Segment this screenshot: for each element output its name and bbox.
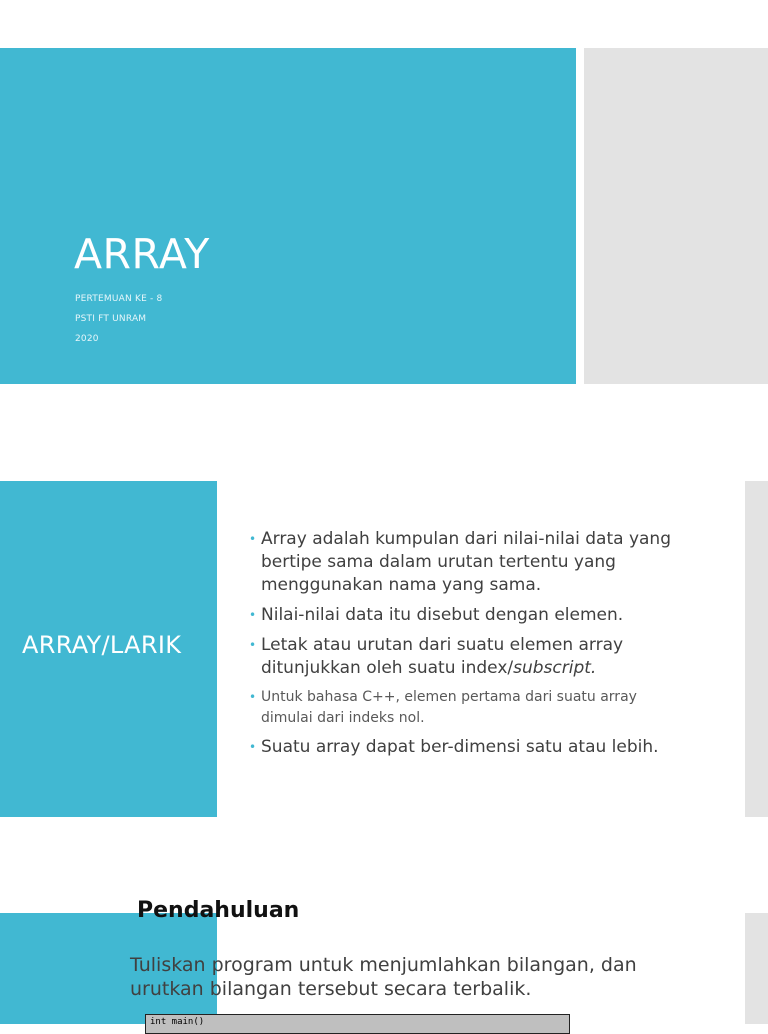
slide-title: ARRAY [74,230,210,278]
title-panel [0,481,217,817]
bullet-text-italic: subscript. [513,658,597,678]
definition-slide [0,481,768,817]
bullet-item [249,604,689,627]
code-block: int main() [145,1014,570,1034]
bullet-text: Suatu array dapat ber-dimensi satu atau lebih. [261,737,659,757]
slide-title: ARRAY/LARIK [22,631,182,659]
bullet-text: Letak atau urutan dari suatu elemen array ditunjukkan oleh suatu index/ [261,635,624,678]
side-panel [584,48,768,384]
bullet-item [249,736,689,759]
slide-body: Tuliskan program untuk menjumlahkan bilangan, dan urutkan bilangan tersebut secara terbalik. [130,954,637,1000]
subtitle-line: 2020 [75,334,99,344]
subtitle-line: PSTI FT UNRAM [75,314,147,324]
bullet-text: Array adalah kumpulan dari nilai-nilai data yang bertipe sama dalam urutan tertentu yang menggunakan nama yang sama. [261,529,672,595]
bullet-item [249,634,689,680]
title-panel [0,48,576,384]
bullet-icon: • [249,638,257,652]
slide-title: Pendahuluan [137,898,300,923]
title-slide [0,48,768,384]
bullet-item [249,687,689,729]
intro-slide [0,898,768,1027]
bullet-icon: • [249,532,257,546]
side-panel [745,913,768,1024]
subtitle-line: PERTEMUAN KE - 8 [75,294,163,304]
side-panel [745,481,768,817]
bullet-text: Nilai-nilai data itu disebut dengan elemen. [261,605,624,625]
bullet-item [249,528,689,597]
bullet-icon: • [249,608,257,622]
bullet-icon: • [249,740,257,754]
bullet-list [249,528,689,759]
bullet-icon: • [249,690,257,704]
bullet-text: Untuk bahasa C++, elemen pertama dari suatu array dimulai dari indeks nol. [261,689,637,726]
